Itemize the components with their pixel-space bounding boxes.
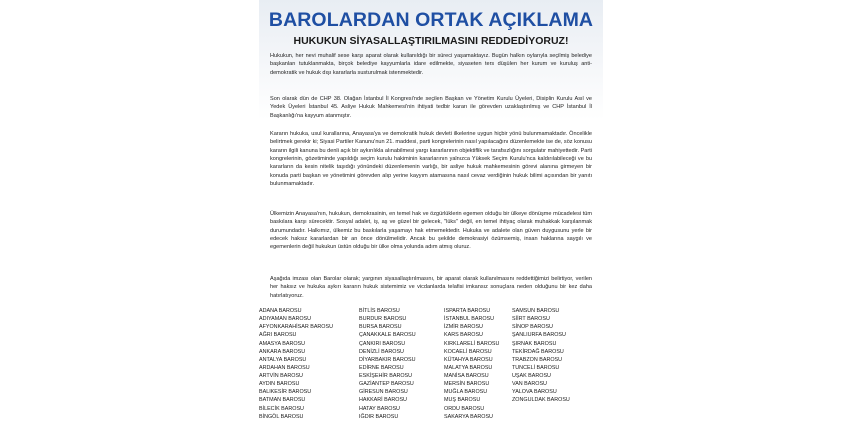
bar-association-item: BİLECİK BAROSU	[259, 405, 304, 412]
bar-association-item: ZONGULDAK BAROSU	[512, 397, 570, 404]
bar-association-item: KARS BAROSU	[444, 332, 483, 339]
bar-association-item: KOCAELİ BAROSU	[444, 348, 492, 355]
bar-association-item: GİRESUN BAROSU	[359, 389, 408, 396]
statement-subtitle: HUKUKUN SİYASALLAŞTIRILMASINI REDDEDİYORUZ!	[293, 35, 569, 47]
bar-association-item: BİTLİS BAROSU	[359, 308, 400, 314]
bar-association-item: YALOVA BAROSU	[512, 389, 557, 396]
bar-column-1	[259, 307, 359, 421]
bar-association-item: AMASYA BAROSU	[259, 340, 306, 347]
bar-association-item: AĞRI BAROSU	[259, 332, 297, 339]
bar-association-item: MUŞ BAROSU	[444, 397, 481, 404]
bar-association-item: ÇANAKKALE BAROSU	[359, 332, 416, 339]
bar-column-4	[512, 307, 603, 405]
bar-association-item: BURDUR BAROSU	[359, 316, 407, 323]
paragraph-2: Son olarak dün de CHP 38. Olağan İstanbul İl Kongresi'nde seçilen Başkan ve Yönetim Kurulu Üyeleri, Disiplin Kurulu Asıl ve Yedek Üyeleri İstanbul 45. Asliye Hukuk Mahkemesi'nin ihtiyati tedbir kararı ile görevden uzaklaştırılmış ve CHP İstanbul İl Başkanlığı'na kayyum atanmıştır.	[270, 96, 592, 119]
paragraph-4: Ülkemizin Anayasa'nın, hukukun, demokrasinin, en temel hak ve özgürlüklerin egemen olduğu bir ülkeye dönüşme mücadelesi tüm baskılara karşı sürecektir. Sosyal adalet, iş, aş ve güzel bir gelecek, "lüks" değil, en temel ihtiyaç olarak muhakkak karşılanmak durumundadır. Halkımız, ülkemiz bu baskılarla yaşamayı hak etmemektedir. Hukuka ve adalete olan güven duygusunu yerle bir edecek haksız kararlardan bir an önce dönülmelidir. Ancak bu şekilde demokrasiyi özümsemiş, insan haklarına saygılı ve egemenlerin değil hukukun üstün olduğu bir ülke olma yolunda adım atmış oluruz.	[270, 211, 592, 251]
bar-association-item: TRABZON BAROSU	[512, 356, 563, 363]
bar-association-item: MUĞLA BAROSU	[444, 389, 488, 396]
bar-association-item: ARTVİN BAROSU	[259, 373, 303, 379]
bar-association-item: BİNGÖL BAROSU	[259, 413, 304, 420]
bar-association-item: UŞAK BAROSU	[512, 373, 551, 379]
bar-association-item: MANİSA BAROSU	[444, 373, 489, 379]
bar-association-item: AFYONKARAHİSAR BAROSU	[259, 324, 333, 331]
bar-association-item: AYDIN BAROSU	[259, 381, 300, 388]
bar-association-item: SAKARYA BAROSU	[444, 413, 493, 420]
bar-association-item: HATAY BAROSU	[359, 405, 400, 412]
bar-association-item: ANTALYA BAROSU	[259, 356, 307, 363]
bar-association-item: ARDAHAN BAROSU	[259, 364, 310, 371]
bar-association-item: KIRKLARELİ BAROSU	[444, 340, 500, 347]
bar-association-item: ÇANKIRI BAROSU	[359, 340, 406, 347]
bar-association-item: SİNOP BAROSU	[512, 324, 553, 331]
bar-association-item: ISPARTA BAROSU	[444, 308, 491, 314]
bar-association-item: ŞIRNAK BAROSU	[512, 340, 557, 347]
paragraph-1: Hukukun, her nevi muhalif sese karşı aparat olarak kullanıldığı bir süreci yaşamaktayız. Bugün halkın oylarıyla seçilmiş belediye başkanları tutuklanmakta, birçok belediye kayyumlarla idare edilmekte, siyaseten ters düşülen her kurum ve kuruluş anti-demokratik ve hukuk dışı kararlarla susturulmak istenmektedir.	[270, 53, 592, 76]
statement-sheet	[259, 0, 603, 430]
bar-association-item: KÜTAHYA BAROSU	[444, 356, 493, 363]
bar-association-item: ADANA BAROSU	[259, 308, 302, 314]
bar-association-item: ORDU BAROSU	[444, 405, 485, 412]
bar-association-item: BURSA BAROSU	[359, 324, 402, 331]
bar-association-item: TEKİRDAĞ BAROSU	[512, 348, 564, 355]
bar-association-item: ANKARA BAROSU	[259, 348, 306, 355]
bar-association-item: TUNCELİ BAROSU	[512, 364, 560, 371]
bar-association-list	[259, 307, 603, 427]
bar-association-item: DİYARBAKIR BAROSU	[359, 356, 416, 363]
statement-title: BAROLARDAN ORTAK AÇIKLAMA	[268, 9, 594, 31]
bar-association-item: EDİRNE BAROSU	[359, 364, 404, 371]
bar-association-item: VAN BAROSU	[512, 381, 547, 388]
bar-association-item: İSTANBUL BAROSU	[444, 316, 495, 323]
bar-association-item: BALIKESİR BAROSU	[259, 389, 312, 396]
bar-association-item: IĞDIR BAROSU	[359, 413, 399, 420]
paragraph-5: Aşağıda imzası olan Barolar olarak; yargının siyasallaştırılmasını, bir aparat olarak kullanılmasını reddettiğimizi belirtiyor, verilen her haksız ve hukuka aykırı kararın hukuk sistemimiz ve vicdanlarda telafisi imkansız sonuçlara neden olduğunu bir kez daha hatırlatıyoruz.	[270, 276, 592, 299]
bar-association-item: MALATYA BAROSU	[444, 364, 493, 371]
bar-association-item: İZMİR BAROSU	[444, 324, 483, 331]
bar-association-item: GAZİANTEP BAROSU	[359, 381, 414, 388]
bar-association-item: ADIYAMAN BAROSU	[259, 316, 312, 323]
bar-association-item: SİİRT BAROSU	[512, 316, 550, 323]
bar-association-item: MERSİN BAROSU	[444, 381, 490, 388]
paragraph-3: Kararın hukuka, usul kurallarına, Anayasa'ya ve demokratik hukuk devleti ilkelerine uygun hiçbir yönü bulunmamaktadır. Öncelikle belirtmek gerekir ki; Siyasi Partiler Kanunu'nun 21. maddesi, parti kongrelerinin nasıl yapılacağını düzenlemekte ise de, söz konusu kararın ilgili kanuna bu denli açık bir aykırılıkla alınabilmesi yargı kararlarının objektiflik ve tarafsızlığını sorgulatır mahiyettedir. Parti kongrelerinin, gözetiminde yapıldığı seçim kurulu hakiminin kararlarının yalnızca Yüksek Seçim Kurulu'nca kaldırılabileceği ve bu kararların da kesin nitelik taşıdığı yönündeki düzenlemenin varlığı, bir asliye hukuk mahkemesinin görevi alanına girmeyen bir konuda parti başkan ve yönetimini görevden alıp yerine kayyım atamasına nasıl cevaz verdiğinin hukuk bilimi açısından bir yanıtı bulunmamaktadır.	[270, 131, 592, 188]
bar-association-item: DENİZLİ BAROSU	[359, 348, 404, 355]
bar-association-item: HAKKARİ BAROSU	[359, 397, 407, 404]
bar-association-item: BATMAN BAROSU	[259, 397, 306, 404]
bar-association-item: ŞANLIURFA BAROSU	[512, 332, 566, 339]
bar-association-item: ESKİŞEHİR BAROSU	[359, 373, 413, 379]
bar-association-item: SAMSUN BAROSU	[512, 308, 560, 314]
